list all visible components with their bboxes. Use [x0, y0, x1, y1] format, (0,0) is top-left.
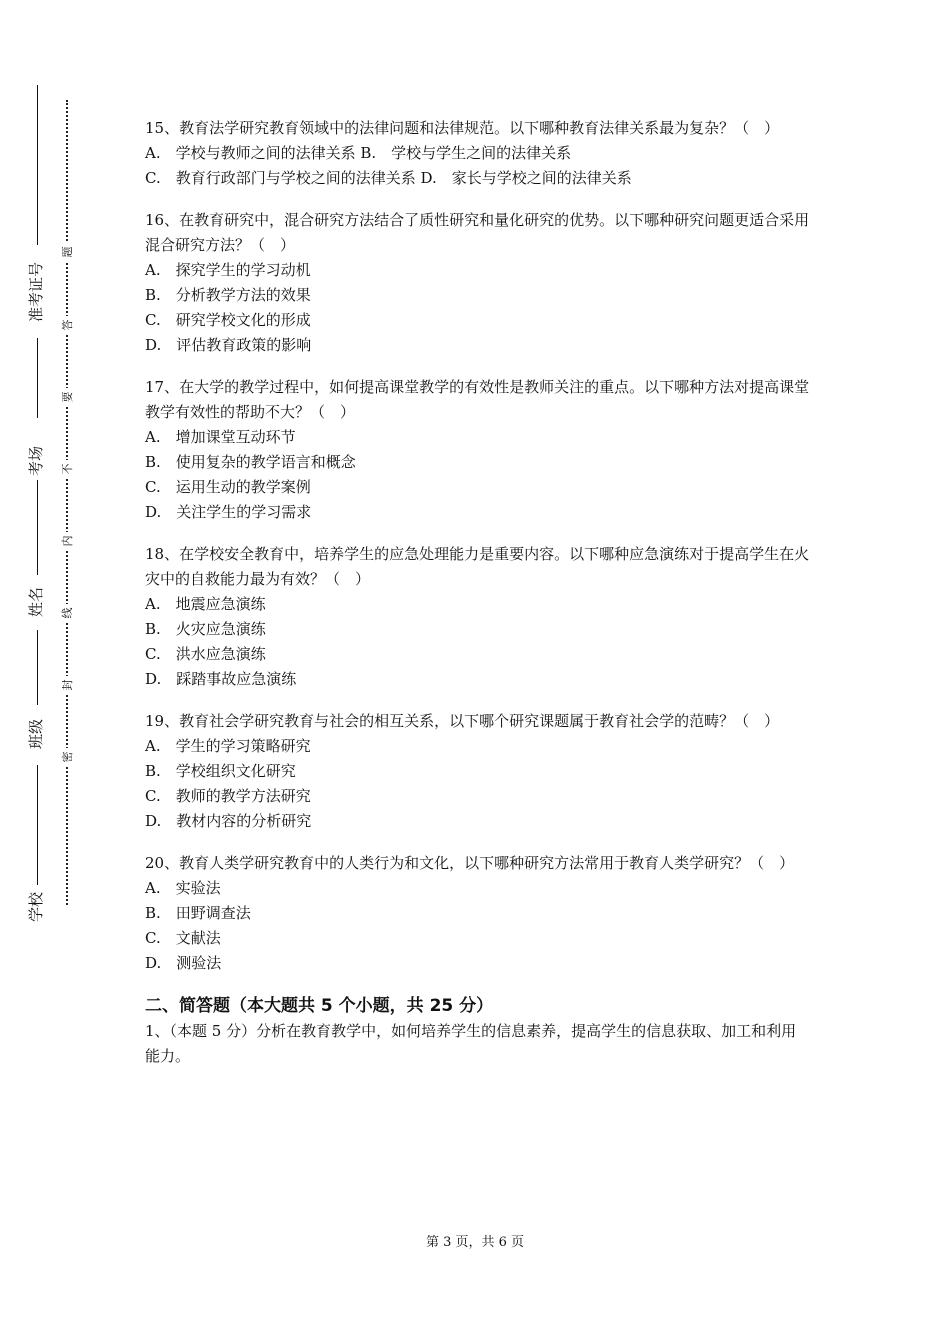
short-answer-question-1: 1、（本题 5 分）分析在教育教学中，如何培养学生的信息素养，提高学生的信息获取、加工和利用能力。 [145, 1022, 797, 1065]
question-option: A. 学生的学习策略研究 [145, 737, 311, 755]
question-option: D. 评估教育政策的影响 [145, 336, 312, 354]
exam-number-label: 准考证号 [27, 261, 45, 322]
question-option: C. 运用生动的教学案例 [145, 478, 311, 496]
name-label: 姓名 [27, 586, 45, 617]
question-stem: 20、教育人类学研究教育中的人类行为和文化，以下哪种研究方法常用于教育人类学研究？（ ） [145, 854, 795, 872]
question-option: A. 探究学生的学习动机 [145, 261, 311, 279]
question-option: C. 教育行政部门与学校之间的法律关系 D. 家长与学校之间的法律关系 [145, 169, 632, 187]
seal-char: 封 [58, 676, 76, 694]
binding-line [37, 480, 38, 575]
question-stem: 17、在大学的教学过程中，如何提高课堂教学的有效性是教师关注的重点。以下哪种方法对提高课堂教学有效性的帮助不大？（ ） [145, 378, 810, 421]
seal-char: 密 [58, 748, 76, 766]
question-option: D. 教材内容的分析研究 [145, 812, 312, 830]
question-18 [145, 542, 810, 692]
question-19 [145, 709, 810, 834]
question-option: B. 火灾应急演练 [145, 620, 266, 638]
question-option: B. 使用复杂的教学语言和概念 [145, 453, 356, 471]
question-stem: 19、教育社会学研究教育与社会的相互关系，以下哪个研究课题属于教育社会学的范畴？（ ） [145, 712, 780, 730]
seal-char: 答 [58, 316, 76, 334]
question-stem: 16、在教育研究中，混合研究方法结合了质性研究和量化研究的优势。以下哪种研究问题更适合采用混合研究方法？（ ） [145, 211, 810, 254]
school-label: 学校 [27, 891, 45, 922]
class-label: 班级 [27, 718, 45, 749]
binding-line [37, 765, 38, 885]
question-20 [145, 851, 810, 976]
question-17 [145, 375, 810, 525]
binding-line [37, 85, 38, 245]
question-option: C. 洪水应急演练 [145, 645, 266, 663]
section-title: 二、简答题（本大题共 5 个小题，共 25 分） [145, 996, 494, 1016]
question-option: B. 学校组织文化研究 [145, 762, 296, 780]
page-footer: 第 3 页，共 6 页 [425, 1235, 525, 1250]
binding-line [37, 630, 38, 705]
question-stem: 18、在学校安全教育中，培养学生的应急处理能力是重要内容。以下哪种应急演练对于提高学生在火灾中的自救能力最为有效？（ ） [145, 545, 810, 588]
seal-dotted-line [66, 100, 68, 905]
binding-margin [0, 0, 90, 1344]
question-15 [145, 116, 810, 191]
seal-char: 线 [58, 604, 76, 622]
seal-char: 不 [58, 460, 76, 478]
question-option: C. 教师的教学方法研究 [145, 787, 311, 805]
question-16 [145, 208, 810, 358]
question-stem: 15、教育法学研究教育领域中的法律问题和法律规范。以下哪种教育法律关系最为复杂？（ ） [145, 119, 780, 137]
question-option: B. 田野调查法 [145, 904, 251, 922]
question-option: A. 实验法 [145, 879, 221, 897]
question-option: D. 踩踏事故应急演练 [145, 670, 297, 688]
question-option: D. 关注学生的学习需求 [145, 503, 312, 521]
binding-line [37, 338, 38, 418]
question-option: D. 测验法 [145, 954, 222, 972]
exam-room-label: 考场 [27, 445, 45, 476]
question-option: B. 分析教学方法的效果 [145, 286, 311, 304]
question-option: A. 学校与教师之间的法律关系 B. 学校与学生之间的法律关系 [145, 144, 572, 162]
exam-content [145, 116, 810, 1069]
question-option: C. 研究学校文化的形成 [145, 311, 311, 329]
seal-char: 内 [58, 532, 76, 550]
seal-char: 题 [58, 243, 76, 261]
question-option: C. 文献法 [145, 929, 221, 947]
seal-char: 要 [58, 388, 76, 406]
question-option: A. 地震应急演练 [145, 595, 266, 613]
question-option: A. 增加课堂互动环节 [145, 428, 296, 446]
